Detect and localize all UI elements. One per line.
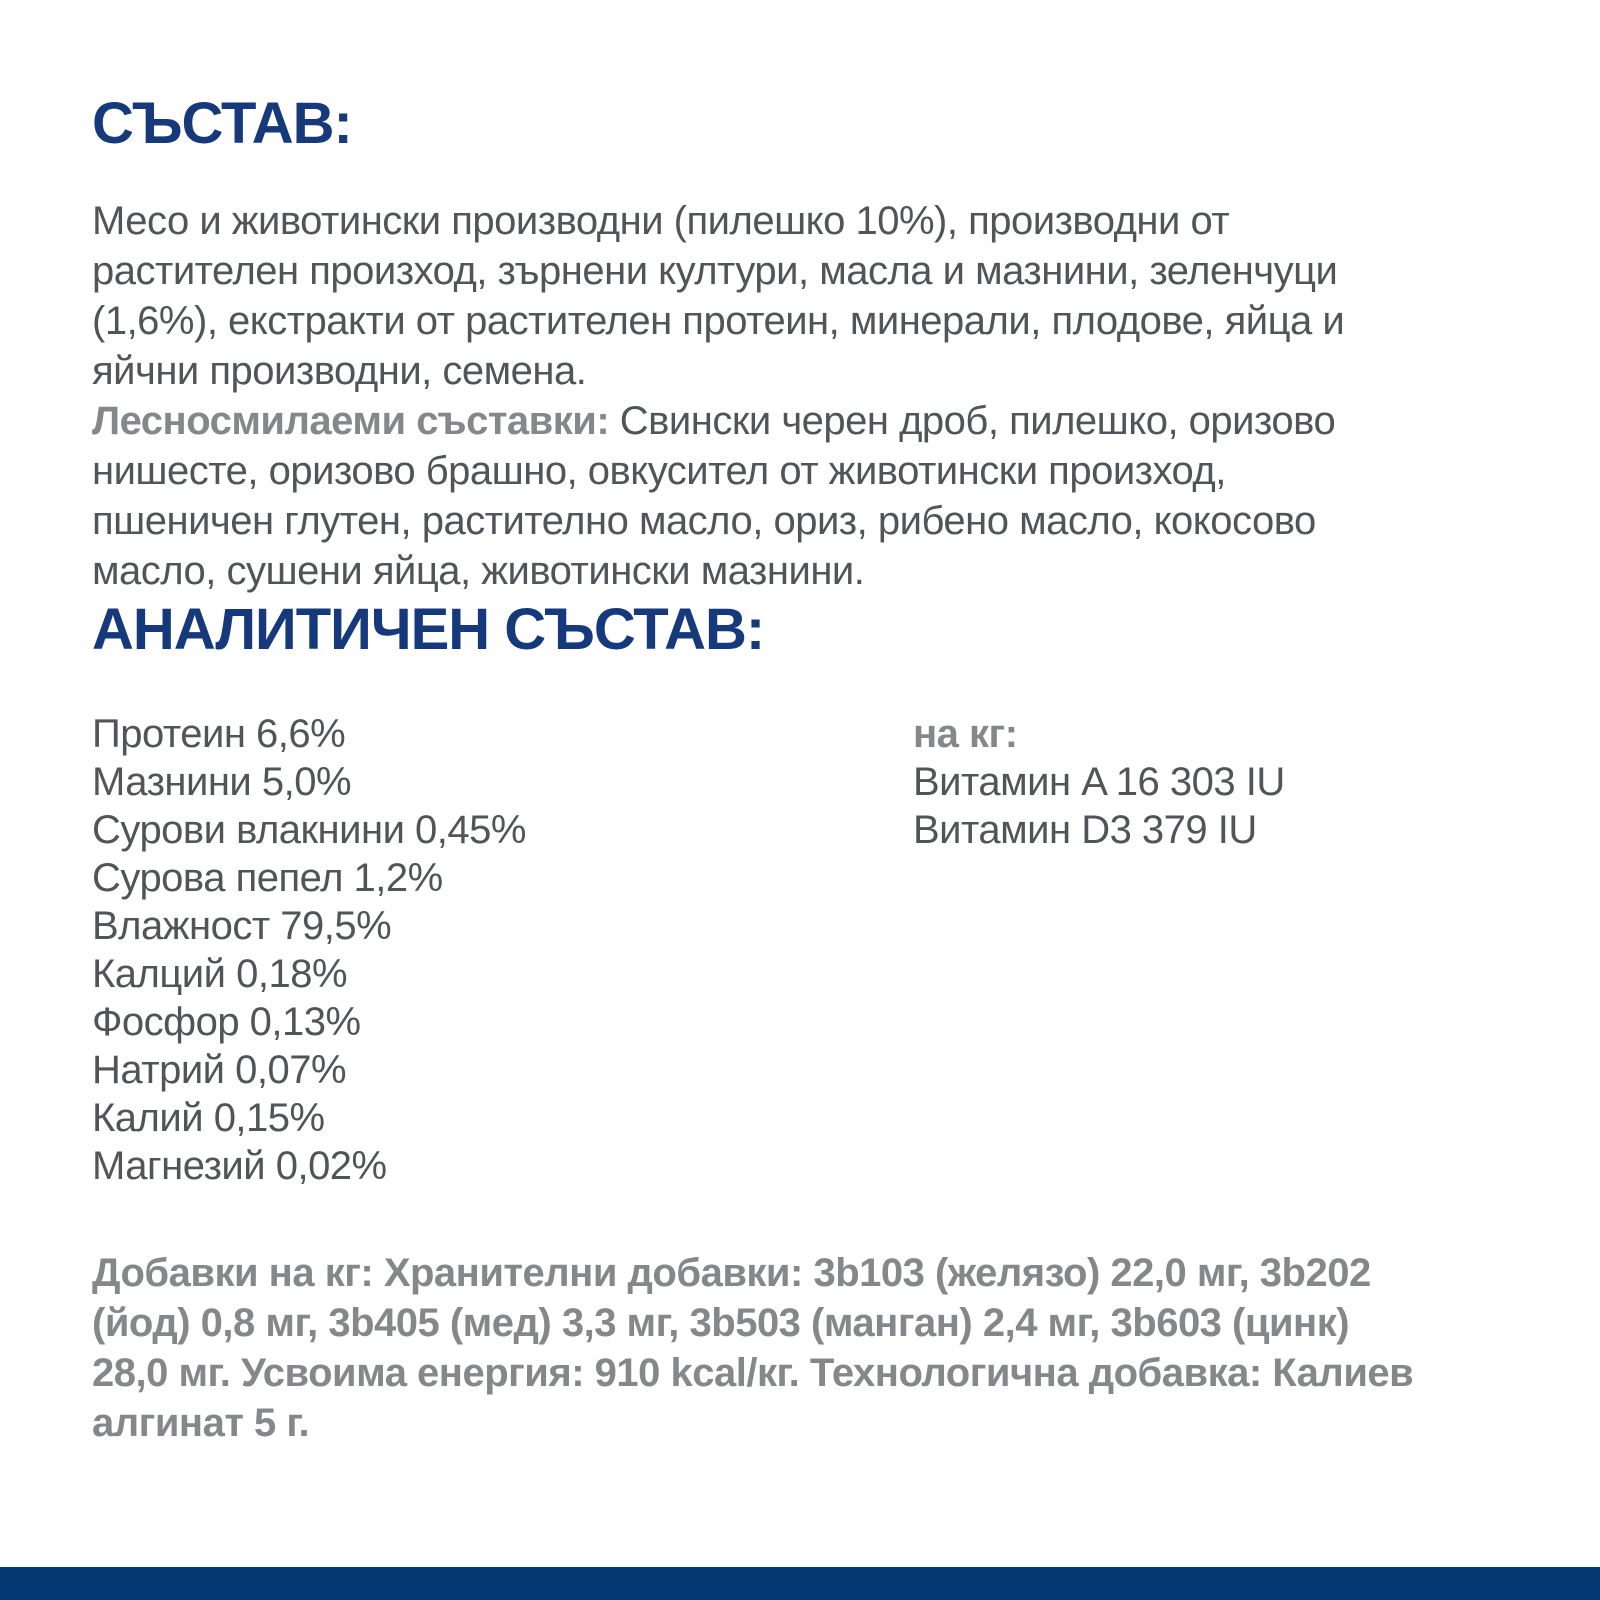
digestible-ingredients-line: пшеничен глутен, растително масло, ориз, рибено масло, кокосово [92,499,1316,543]
digestible-ingredients-line: нишесте, оризово брашно, овкусител от животински произход, [92,449,1226,493]
additives-line: алгинат 5 г. [92,1401,310,1445]
nutrient-line: Протеин 6,6% [92,712,346,756]
footer-accent-bar [0,1567,1600,1600]
nutrient-line: Калий 0,15% [92,1096,325,1140]
composition-paragraph [92,196,1532,596]
per-kg-label: на кг: [913,712,1018,756]
digestible-ingredients-line: масло, сушени яйца, животински мазнини. [92,549,865,593]
digestible-ingredients-text: Свински черен дроб, пилешко, оризово [609,399,1336,443]
composition-heading: СЪСТАВ: [92,91,352,156]
composition-line: яйчни производни, семена. [92,349,587,393]
nutrient-line: Фосфор 0,13% [92,1000,361,1044]
digestible-ingredients-line [92,396,1532,446]
per-kg-column [913,710,1285,854]
vitamin-line: Витамин D3 379 IU [913,808,1257,852]
vitamin-line: Витамин A 16 303 IU [913,760,1285,804]
nutrient-list [92,710,526,1190]
additives-line: 28,0 мг. Усвоима енергия: 910 kcal/кг. Технологична добавка: Калиев [92,1351,1414,1395]
composition-line: Месо и животински производни (пилешко 10%), производни от [92,199,1230,243]
additives-paragraph [92,1248,1532,1448]
nutrient-line: Мазнини 5,0% [92,760,352,804]
analytical-heading: АНАЛИТИЧЕН СЪСТАВ: [92,597,765,662]
additives-line: (йод) 0,8 мг, 3b405 (мед) 3,3 мг, 3b503 (манган) 2,4 мг, 3b603 (цинк) [92,1301,1350,1345]
nutrient-line: Натрий 0,07% [92,1048,347,1092]
composition-line: (1,6%), екстракти от растителен протеин, минерали, плодове, яйца и [92,299,1345,343]
nutrient-line: Влажност 79,5% [92,904,392,948]
nutrient-line: Магнезий 0,02% [92,1144,387,1188]
composition-line: растителен произход, зърнени култури, масла и мазнини, зеленчуци [92,249,1338,293]
nutrient-line: Калций 0,18% [92,952,348,996]
additives-line: Добавки на кг: Хранителни добавки: 3b103 (желязо) 22,0 мг, 3b202 [92,1251,1371,1295]
nutrient-line: Сурови влакнини 0,45% [92,808,526,852]
digestible-ingredients-label: Лесносмилаеми съставки: [92,399,610,443]
nutrient-line: Сурова пепел 1,2% [92,856,443,900]
